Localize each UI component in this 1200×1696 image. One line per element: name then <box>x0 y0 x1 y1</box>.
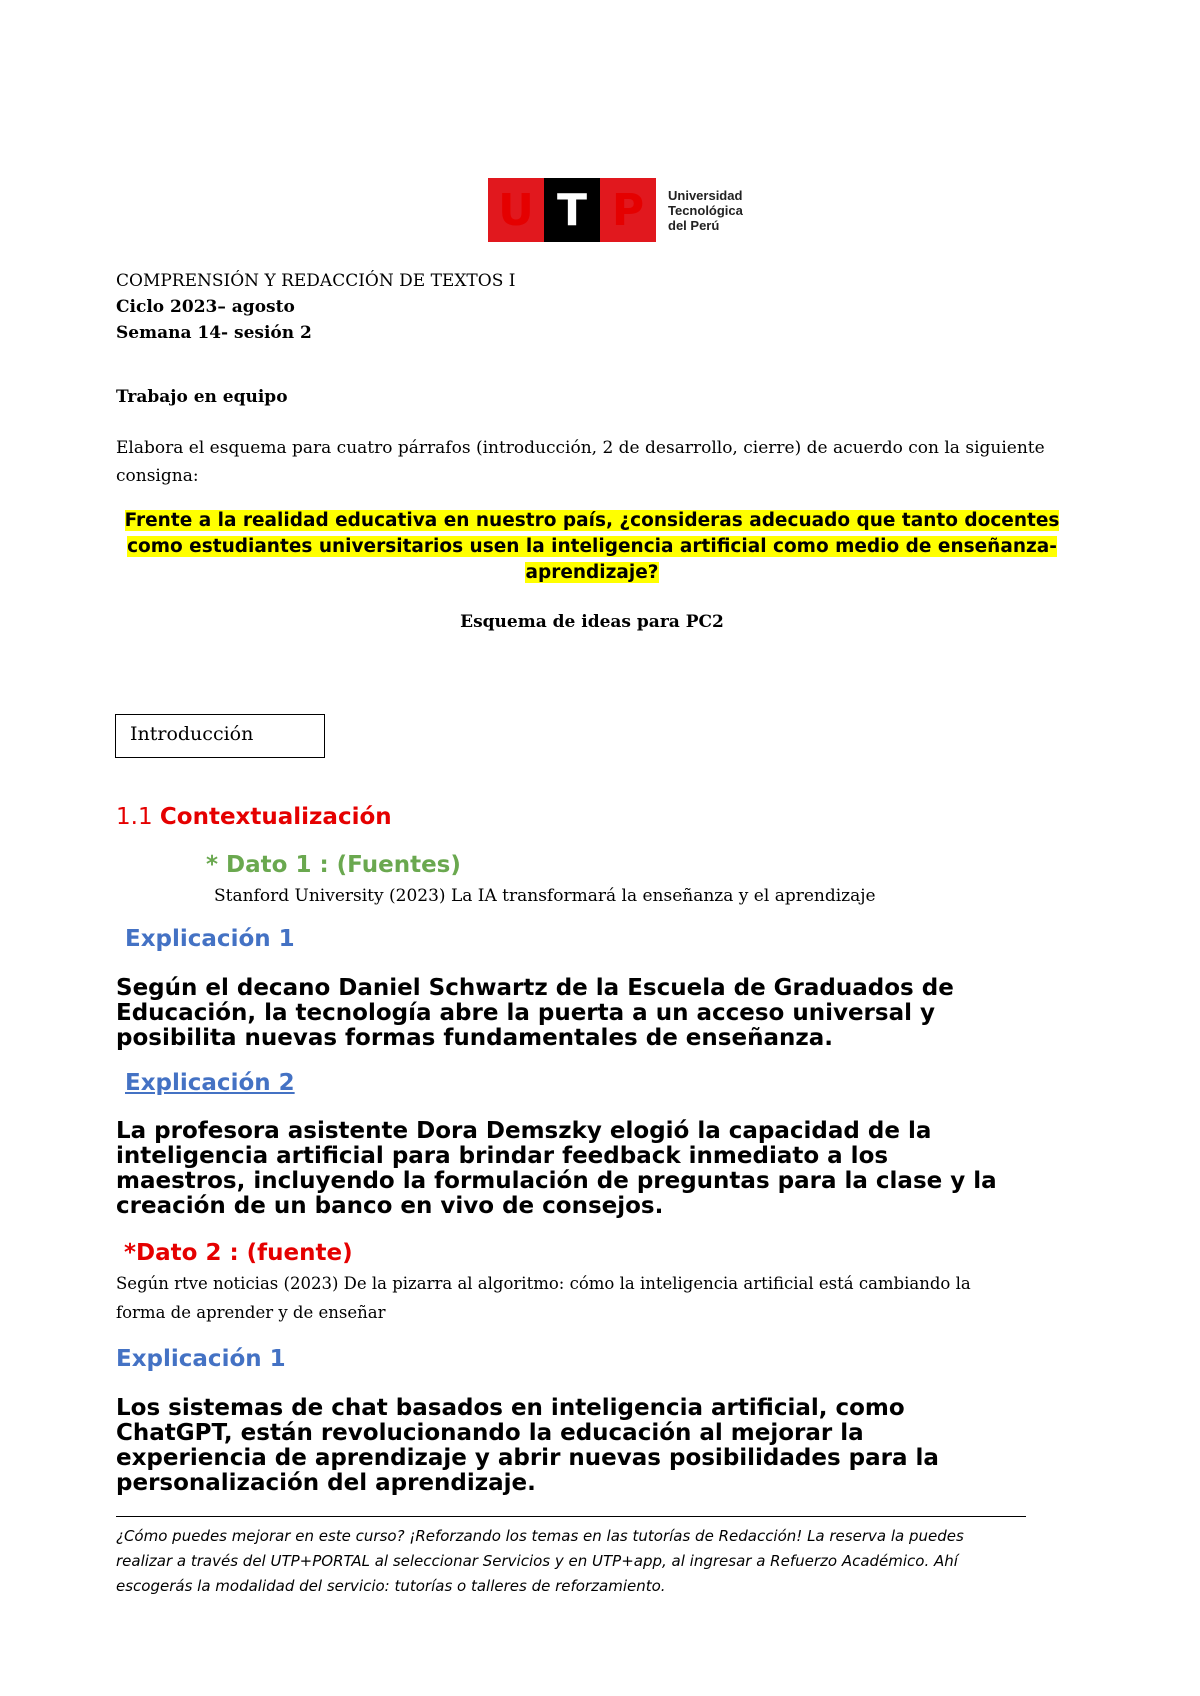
logo-letter-u: U <box>488 178 544 242</box>
dato1-explanation1-text: Según el decano Daniel Schwartz de la Escuela de Graduados de Educación, la tecnología abre la puerta a un acceso universal y posibilita nuevas formas fundamentales de enseñanza. <box>116 975 954 1051</box>
introduction-box <box>115 714 325 758</box>
logo-text: Universidad Tecnológica del Perú <box>668 187 743 233</box>
task-title: Trabajo en equipo <box>116 387 288 407</box>
prompt-line: aprendizaje? <box>525 562 659 583</box>
week-label: Semana 14- sesión 2 <box>116 323 312 343</box>
prompt-line: Frente a la realidad educativa en nuestro país, ¿consideras adecuado que tanto docentes <box>124 510 1060 531</box>
logo-letter-t: T <box>544 178 600 242</box>
dato2-label: *Dato 2 : (fuente) <box>124 1240 353 1266</box>
task-instructions: Elabora el esquema para cuatro párrafos (introducción, 2 de desarrollo, cierre) de acuerdo con la siguiente consigna: <box>116 438 1045 486</box>
dato2-explanation1-label: Explicación 1 <box>116 1346 286 1372</box>
dato1-source: Stanford University (2023) La IA transformará la enseñanza y el aprendizaje <box>214 886 876 906</box>
introduction-label: Introducción <box>130 723 254 745</box>
dato1-explanation2-link[interactable]: Explicación 2 <box>125 1070 295 1096</box>
prompt-question <box>116 508 1068 586</box>
logo-letter-p: P <box>600 178 656 242</box>
scheme-title: Esquema de ideas para PC2 <box>460 612 724 632</box>
section-number: 1.1 <box>116 804 153 830</box>
footnote: ¿Cómo puedes mejorar en este curso? ¡Reforzando los temas en las tutorías de Redacción! La reserva la puedes realizar a través del UTP+PORTAL al seleccionar Servicios y en UTP+app, al ingresar a Refuerzo Académico. Ahí escogerás la modalidad del servicio: tutorías o talleres de reforzamiento. <box>116 1527 964 1595</box>
dato1-explanation1-label: Explicación 1 <box>125 926 295 952</box>
section-title: Contextualización <box>159 804 392 830</box>
dato2-source: Según rtve noticias (2023) De la pizarra al algoritmo: cómo la inteligencia artificial está cambiando la forma de aprender y de enseñar <box>116 1274 971 1322</box>
footnote-divider <box>116 1516 1026 1517</box>
utp-logo <box>488 178 743 242</box>
prompt-line: como estudiantes universitarios usen la inteligencia artificial como medio de enseñanza- <box>127 536 1057 557</box>
dato1-explanation2-text: La profesora asistente Dora Demszky elogió la capacidad de la inteligencia artificial para brindar feedback inmediato a los maestros, incluyendo la formulación de preguntas para la clase y la creación de un banco en vivo de consejos. <box>116 1118 997 1219</box>
dato1-label: * Dato 1 : (Fuentes) <box>206 852 461 878</box>
dato2-explanation1-text: Los sistemas de chat basados en inteligencia artificial, como ChatGPT, están revolucionando la educación al mejorar la experiencia de aprendizaje y abrir nuevas posibilidades para la personalización del aprendizaje. <box>116 1395 939 1496</box>
logo-letter-blocks <box>488 178 656 242</box>
cycle-label: Ciclo 2023– agosto <box>116 297 295 317</box>
section-heading <box>116 804 392 830</box>
course-title: COMPRENSIÓN Y REDACCIÓN DE TEXTOS I <box>116 271 516 291</box>
